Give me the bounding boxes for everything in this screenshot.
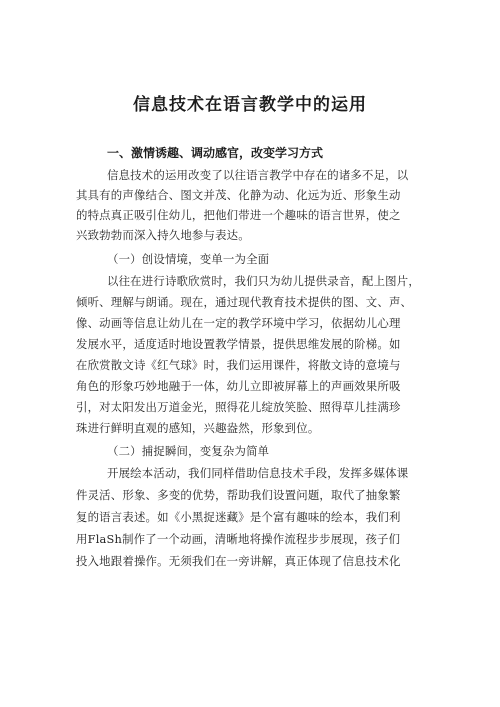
- paragraph-line: 发展水平，适度适时地设置教学情景，提供思维发展的阶梯。如: [76, 337, 401, 351]
- paragraph-line: 开展绘本活动，我们同样借助信息技术手段，发挥多媒体课: [107, 466, 409, 480]
- paragraph-line: 复的语言表述。如《小黑捉迷藏》是个富有趣味的绘本，我们利: [76, 510, 401, 524]
- paragraph-line: 用FlaSh制作了一个动画，清晰地将操作流程步步展现，孩子们: [76, 532, 401, 546]
- paragraph-line: 珠进行鲜明直观的感知，兴趣盎然，形象到位。: [76, 421, 320, 435]
- paragraph-line: 以往在进行诗歌欣赏时，我们只为幼儿提供录音，配上图片，: [107, 274, 420, 288]
- paragraph-line: 投入地跟着操作。无须我们在一旁讲解，真正体现了信息技术化: [76, 554, 401, 568]
- subsection-heading: （二）捕捉瞬间，变复杂为简单: [107, 444, 270, 458]
- paragraph-line: 的特点真正吸引住幼儿，把他们带进一个趣味的语言世界，使之: [76, 208, 401, 222]
- paragraph-line: 兴致勃勃而深入持久地参与表达。: [76, 228, 250, 242]
- document-title: 信息技术在语言教学中的运用: [133, 95, 367, 115]
- paragraph-line: 其具有的声像结合、图文并茂、化静为动、化远为近、形象生动: [76, 188, 401, 202]
- subsection-heading: （一）创设情境，变单一为全面: [107, 252, 270, 266]
- paragraph-line: 倾听、理解与朗诵。现在，通过现代教育技术提供的图、文、声、: [76, 295, 413, 309]
- paragraph-line: 件灵活、形象、多变的优势，帮助我们设置问题，取代了抽象繁: [76, 488, 401, 502]
- paragraph-line: 信息技术的运用改变了以往语言教学中存在的诸多不足，以: [107, 168, 409, 182]
- paragraph-line: 引，对太阳发出万道金光，照得花儿绽放笑脸、照得草儿挂满珍: [76, 400, 401, 414]
- paragraph-line: 角色的形象巧妙地融于一体，幼儿立即被屏幕上的声画效果所吸: [76, 379, 401, 393]
- paragraph-line: 在欣赏散文诗《红气球》时，我们运用课件，将散文诗的意境与: [76, 358, 401, 372]
- paragraph-line: 像、动画等信息让幼儿在一定的教学环境中学习，依据幼儿心理: [76, 316, 401, 330]
- section-heading: 一、激情诱趣、调动感官，改变学习方式: [107, 146, 324, 160]
